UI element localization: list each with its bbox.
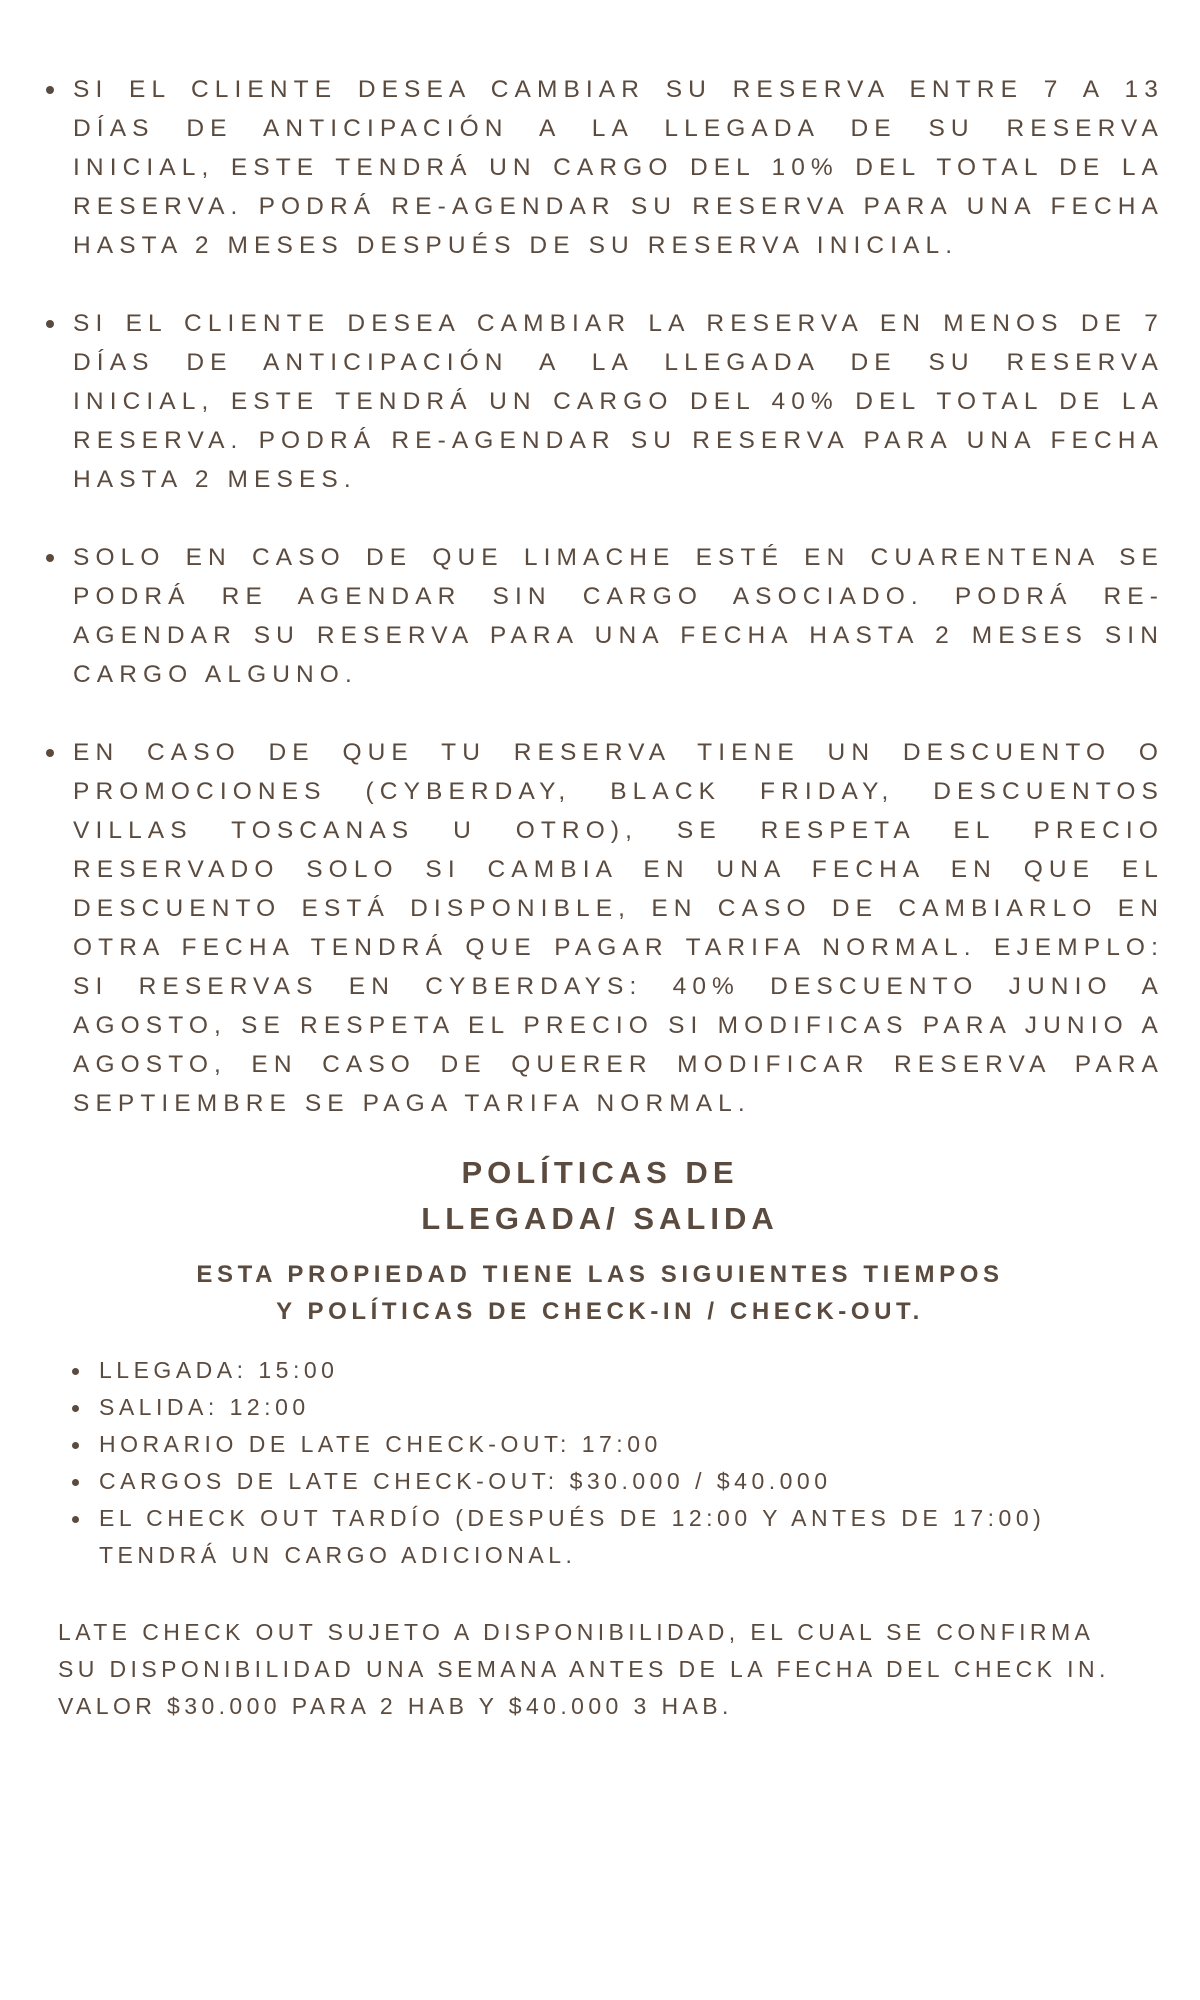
policy-text: SOLO EN CASO DE QUE LIMACHE ESTÉ EN CUARENTENA SE PODRÁ RE AGENDAR SIN CARGO ASOCIADO. PODRÁ RE-AGENDAR SU RESERVA PARA UNA FECHA HASTA 2 MESES SIN CARGO ALGUNO. [73,544,1164,688]
list-item [46,733,1164,1123]
bullet-icon [46,320,54,328]
list-item [46,304,1164,499]
time-item-text: CARGOS DE LATE CHECK-OUT: $30.000 / $40.000 [99,1468,832,1494]
bullet-icon [72,1442,79,1449]
checkin-times-list [72,1352,1112,1574]
section-title-line-1: POLÍTICAS DE [461,1155,739,1190]
section-subtitle [0,1256,1200,1330]
change-policy-list [46,70,1164,1162]
time-item-text: LLEGADA: 15:00 [99,1357,339,1383]
policy-text: SI EL CLIENTE DESEA CAMBIAR LA RESERVA EN MENOS DE 7 DÍAS DE ANTICIPACIÓN A LA LLEGADA DE SU RESERVA INICIAL, ESTE TENDRÁ UN CARGO DEL 40% DEL TOTAL DE LA RESERVA. PODRÁ RE-AGENDAR SU RESERVA PARA UNA FECHA HASTA 2 MESES. [73,310,1164,493]
list-item [72,1389,1112,1426]
bullet-icon [72,1479,79,1486]
late-checkout-note [58,1614,1178,1725]
list-item [72,1352,1112,1389]
bullet-icon [72,1405,79,1412]
section-subtitle-line-2: Y POLÍTICAS DE CHECK-IN / CHECK-OUT. [276,1298,924,1325]
bullet-icon [46,86,54,94]
list-item [72,1500,1112,1574]
policy-text: EN CASO DE QUE TU RESERVA TIENE UN DESCUENTO O PROMOCIONES (CYBERDAY, BLACK FRIDAY, DESCUENTOS VILLAS TOSCANAS U OTRO), SE RESPETA EL PRECIO RESERVADO SOLO SI CAMBIA EN UNA FECHA EN QUE EL DESCUENTO ESTÁ DISPONIBLE, EN CASO DE CAMBIARLO EN OTRA FECHA TENDRÁ QUE PAGAR TARIFA NORMAL. EJEMPLO: SI RESERVAS EN CYBERDAYS: 40% DESCUENTO JUNIO A AGOSTO, SE RESPETA EL PRECIO SI MODIFICAS PARA JUNIO A AGOSTO, EN CASO DE QUERER MODIFICAR RESERVA PARA SEPTIEMBRE SE PAGA TARIFA NORMAL. [73,739,1164,1117]
list-item [72,1463,1112,1500]
note-line: LATE CHECK OUT SUJETO A DISPONIBILIDAD, EL CUAL SE CONFIRMA [58,1619,1095,1645]
note-line: VALOR $30.000 PARA 2 HAB Y $40.000 3 HAB. [58,1693,733,1719]
list-item [46,70,1164,265]
time-item-text: HORARIO DE LATE CHECK-OUT: 17:00 [99,1431,662,1457]
list-item [72,1426,1112,1463]
time-item-text: SALIDA: 12:00 [99,1394,310,1420]
bullet-icon [72,1368,79,1375]
bullet-icon [72,1516,79,1523]
bullet-icon [46,554,54,562]
policy-text: SI EL CLIENTE DESEA CAMBIAR SU RESERVA ENTRE 7 A 13 DÍAS DE ANTICIPACIÓN A LA LLEGADA DE SU RESERVA INICIAL, ESTE TENDRÁ UN CARGO DEL 10% DEL TOTAL DE LA RESERVA. PODRÁ RE-AGENDAR SU RESERVA PARA UNA FECHA HASTA 2 MESES DESPUÉS DE SU RESERVA INICIAL. [73,76,1164,259]
bullet-icon [46,749,54,757]
section-subtitle-line-1: ESTA PROPIEDAD TIENE LAS SIGUIENTES TIEMPOS [196,1261,1004,1288]
time-item-text: EL CHECK OUT TARDÍO (DESPUÉS DE 12:00 Y ANTES DE 17:00) TENDRÁ UN CARGO ADICIONAL. [99,1505,1046,1568]
section-title-line-2: LLEGADA/ SALIDA [421,1201,779,1236]
list-item [46,538,1164,694]
section-title [0,1150,1200,1242]
note-line: SU DISPONIBILIDAD UNA SEMANA ANTES DE LA FECHA DEL CHECK IN. [58,1656,1110,1682]
